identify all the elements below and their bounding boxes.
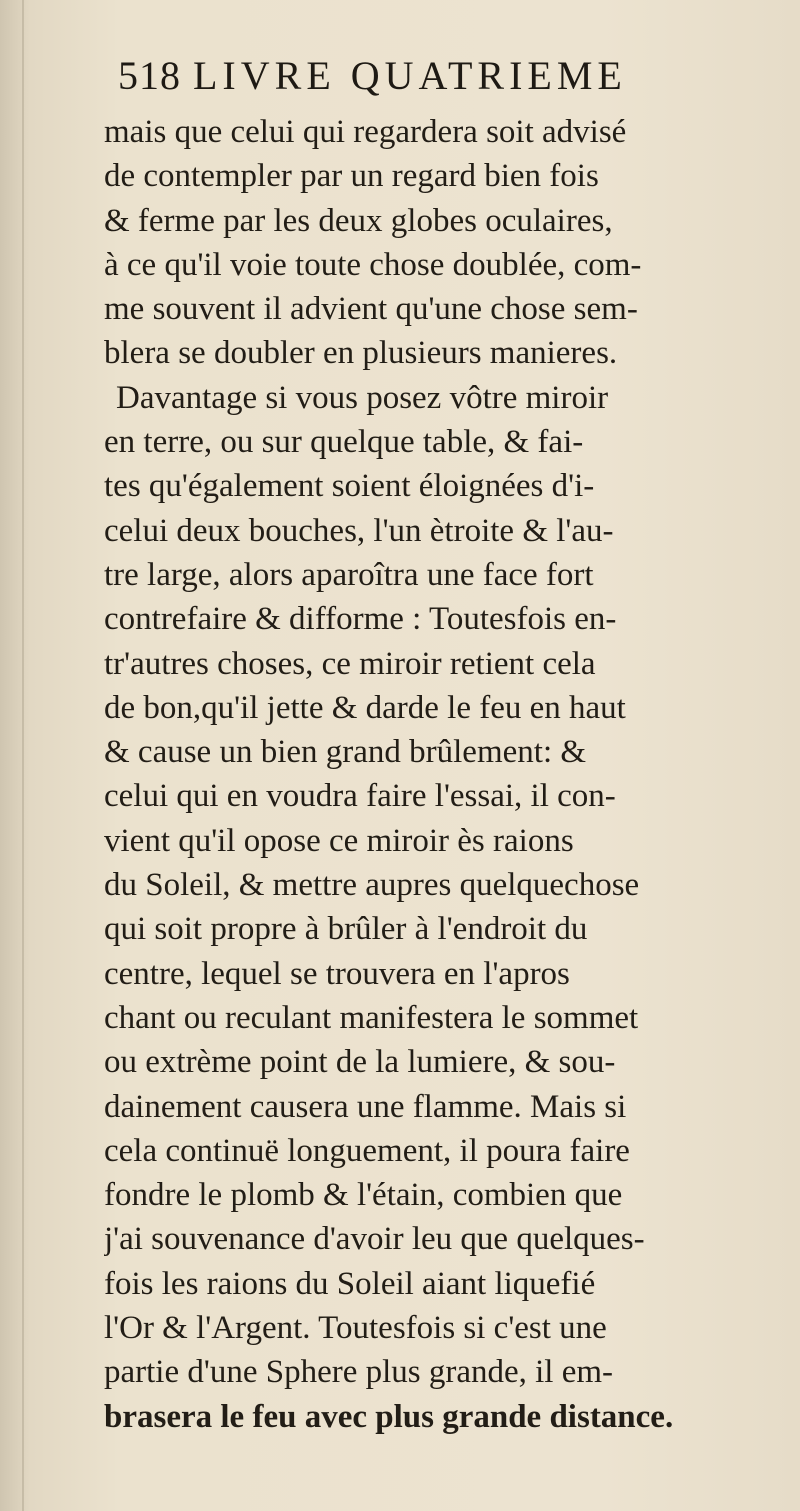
text-line: brasera le feu avec plus grande distance. [104, 1398, 674, 1435]
text-line: de contempler par un regard bien fois [104, 158, 599, 195]
body-text [104, 110, 776, 1439]
text-line: en terre, ou sur quelque table, & fai- [104, 424, 584, 461]
text-line: celui deux bouches, l'un ètroite & l'au- [104, 512, 614, 549]
text-line: fondre le plomb & l'étain, combien que [104, 1177, 623, 1214]
text-line: dainement causera une flamme. Mais si [104, 1088, 627, 1125]
text-line: à ce qu'il voie toute chose doublée, com- [104, 246, 642, 283]
text-line: me souvent il advient qu'une chose sem- [104, 291, 638, 328]
text-line: tre large, alors aparoîtra une face fort [104, 556, 594, 593]
paragraph-start-line: Davantage si vous posez vôtre miroir [116, 379, 609, 416]
text-line: chant ou reculant manifestera le sommet [104, 999, 639, 1036]
text-line: j'ai souvenance d'avoir leu que quelques- [104, 1221, 645, 1258]
text-line: centre, lequel se trouvera en l'apros [104, 955, 570, 992]
text-line: contrefaire & difforme : Toutesfois en- [104, 601, 617, 638]
text-line: ou extrème point de la lumiere, & sou- [104, 1044, 616, 1081]
text-line: fois les raions du Soleil aiant liquefié [104, 1265, 596, 1302]
text-line: celui qui en voudra faire l'essai, il con- [104, 778, 616, 815]
running-head: LIVRE QUATRIEME [193, 53, 627, 98]
text-line: qui soit propre à brûler à l'endroit du [104, 911, 588, 948]
text-line: du Soleil, & mettre aupres quelquechose [104, 867, 640, 904]
text-line: partie d'une Sphere plus grande, il em- [104, 1354, 614, 1391]
text-line: & ferme par les deux globes oculaires, [104, 202, 613, 239]
text-line: l'Or & l'Argent. Toutesfois si c'est une [104, 1310, 607, 1347]
text-line: vient qu'il opose ce miroir ès raions [104, 822, 574, 859]
text-line: tr'autres choses, ce miroir retient cela [104, 645, 596, 682]
text-line: & cause un bien grand brûlement: & [104, 734, 587, 771]
text-line: cela continuë longuement, il poura faire [104, 1132, 630, 1169]
text-line: blera se doubler en plusieurs manieres. [104, 335, 618, 372]
page-header [118, 52, 778, 108]
text-line: tes qu'également soient éloignées d'i- [104, 468, 595, 505]
page-number: 518 [118, 53, 181, 98]
text-line: mais que celui qui regardera soit advisé [104, 114, 627, 150]
text-line: de bon,qu'il jette & darde le feu en haut [104, 689, 626, 726]
gutter-shadow [22, 0, 24, 1511]
